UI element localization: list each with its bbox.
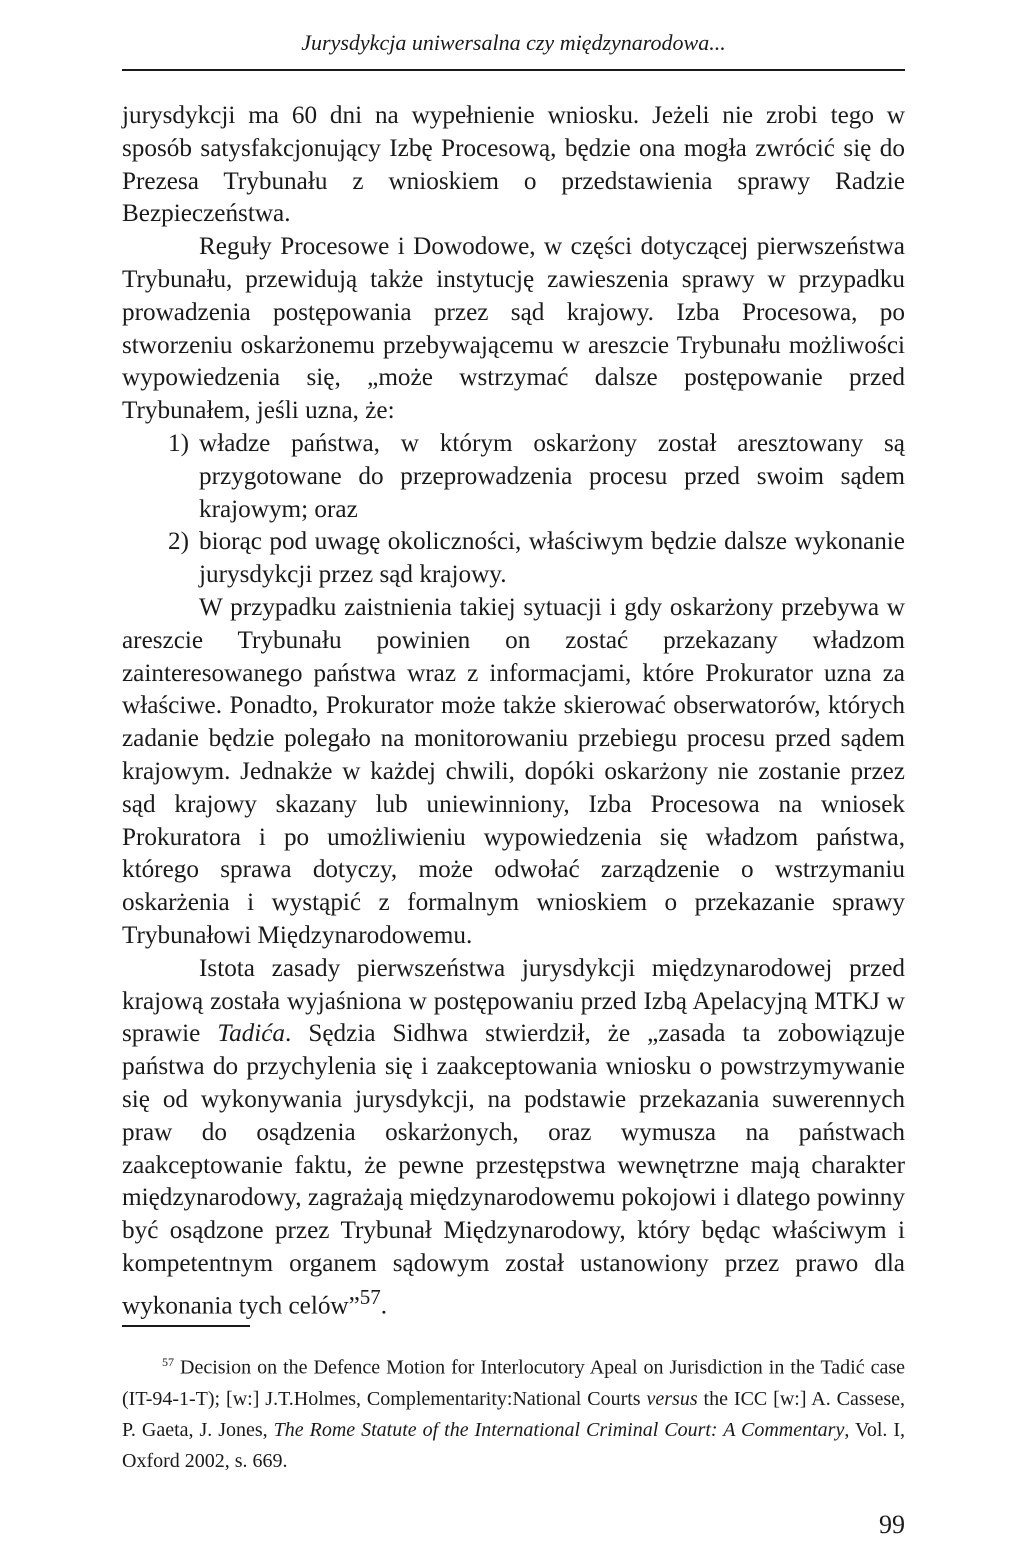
- paragraph-1: jurysdykcji ma 60 dni na wypełnienie wniosku. Jeżeli nie zrobi tego w sposób satysfakcjonujący Izbę Procesową, będzie ona mogła zwrócić się do Prezesa Trybunału z wnioskiem o przedstawienia sprawy Radzie Bezpieczeństwa.: [122, 102, 905, 228]
- case-name: Tadića: [217, 1020, 286, 1048]
- paragraph-3: W przypadku zaistnienia takiej sytuacji i gdy oskarżony przebywa w areszcie Trybunału powinien on zostać przekazany władzom zainteresowanego państwa wraz z informacjami, które Prokurator uzna za właściwe. Ponadto, Prokurator może także skierować obserwatorów, których zadanie będzie polegało na monitorowaniu przebiegu procesu przed sądem krajowym. Jednakże w każdej chwili, dopóki oskarżony nie zostanie przez sąd krajowy skazany lub uniewinniony, Izba Procesowa na wniosek Prokuratora i po umożliwieniu wypowiedzenia się władzom państwa, którego sprawa dotyczy, może odwołać zarządzenie o wstrzymaniu oskarżenia i wystąpić z formalnym wnioskiem o przekazanie sprawy Trybunałowi Międzynarodowemu.: [122, 593, 905, 949]
- body-text: [122, 100, 905, 1323]
- footnote-rule: [122, 1325, 250, 1327]
- list-item-text: władze państwa, w którym oskarżony został aresztowany są przygotowane do przeprowadzenia procesu przed swoim sądem krajowym; oraz: [199, 429, 905, 523]
- footnote-number: 57: [162, 1355, 174, 1369]
- footnote-reference[interactable]: 57: [359, 1284, 381, 1309]
- paragraph-4: [122, 953, 905, 1323]
- list-item-number: 1): [168, 429, 189, 457]
- list-item-number: 2): [168, 528, 189, 556]
- running-title: Jurysdykcja uniwersalna czy międzynarodowa...: [301, 30, 726, 55]
- list-item-1: [122, 428, 905, 526]
- paragraph-4-end: .: [380, 1292, 388, 1320]
- page-number: 99: [879, 1510, 905, 1539]
- list-item-2: [122, 526, 905, 592]
- footnote-book-title: The Rome Statute of the International Criminal Court: A Commentary: [273, 1418, 845, 1441]
- paragraph-2: Reguły Procesowe i Dowodowe, w części dotyczącej pierwszeństwa Trybunału, przewidują także instytucję zawieszenia sprawy w przypadku prowadzenia postępowania przez sąd krajowy. Izba Procesowa, po stworzeniu oskarżonemu przebywającemu w areszcie Trybunału możliwości wypowiedzenia się, „może wstrzymać dalsze postępowanie przed Trybunałem, jeśli uzna, że:: [122, 233, 905, 425]
- footnote-text-b: the ICC [w:] A. Cassese, P. Gaeta, J. Jones,: [122, 1387, 905, 1441]
- list-item-text: biorąc pod uwagę okoliczności, właściwym będzie dalsze wykonanie jurysdykcji przez sąd krajowy.: [199, 528, 905, 589]
- header-rule: [122, 69, 905, 71]
- footnote-versus: versus: [646, 1387, 698, 1410]
- paragraph-4-text-a: Istota zasady pierwszeństwa jurysdykcji międzynarodowej przed krajową została wyjaśniona w postępowaniu przed Izbą Apelacyjną MTKJ w sprawie: [122, 954, 905, 1048]
- footnote-text-c: , Vol. I, Oxford 2002, s. 669.: [122, 1418, 905, 1472]
- paragraph-4-text-b: . Sędzia Sidhwa stwierdził, że „zasada ta zobowiązuje państwa do przychylenia się i zaakceptowania wniosku o powstrzymywanie się od wykonywania jurysdykcji, na podstawie przekazania suwerennych praw do osądzenia oskarżonych, oraz wymusza na państwach zaakceptowanie faktu, że pewne przestępstwa wewnętrzne mają charakter międzynarodowy, zagrażają międzynarodowemu pokojowi i dlatego powinny być osądzone przez Trybunał Międzynarodowy, który będąc właściwym i kompetentnym organem sądowym został ustanowiony przez prawo dla wykonania tych celów”: [122, 1020, 905, 1320]
- footnote: [122, 1347, 905, 1477]
- footnote-text-a: Decision on the Defence Motion for Interlocutory Apeal on Jurisdiction in the Tadić case (IT-94-1-T); [w:] J.T.Holmes, Complementarity:National Courts: [122, 1356, 906, 1410]
